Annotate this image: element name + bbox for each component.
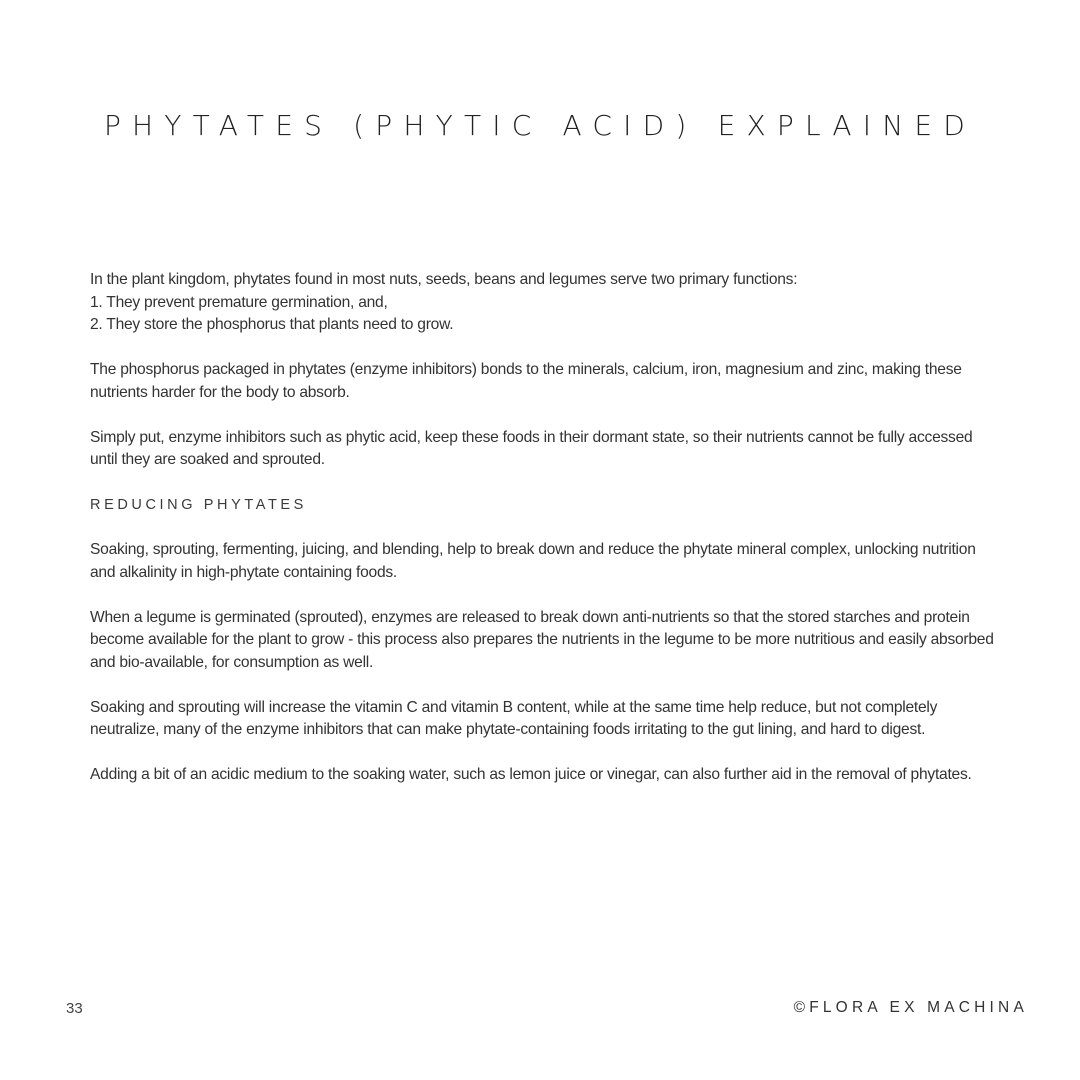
page-title: PHYTATES (PHYTIC ACID) EXPLAINED xyxy=(103,109,977,142)
intro-list-item-1: 1. They prevent premature germination, and, xyxy=(90,293,388,311)
page-number: 33 xyxy=(66,1000,83,1017)
intro-line: In the plant kingdom, phytates found in most nuts, seeds, beans and legumes serve two primary functions: xyxy=(90,271,798,288)
document-body xyxy=(90,269,1000,809)
section-heading: REDUCING PHYTATES xyxy=(90,497,307,513)
intro-paragraph xyxy=(90,269,1000,337)
body-paragraph: When a legume is germinated (sprouted), enzymes are released to break down anti-nutrients so that the stored starches and protein become available for the plant to grow - this process also prepares the nutrients in the legume to be more nutritious and easily absorbed and bio-available, for consumption as well. xyxy=(90,608,994,671)
copyright-notice: ©FLORA EX MACHINA xyxy=(793,999,1028,1016)
body-paragraph: Simply put, enzyme inhibitors such as phytic acid, keep these foods in their dormant state, so their nutrients cannot be fully accessed until they are soaked and sprouted. xyxy=(90,428,973,468)
body-paragraph: Adding a bit of an acidic medium to the soaking water, such as lemon juice or vinegar, can also further aid in the removal of phytates. xyxy=(90,766,972,783)
body-paragraph: Soaking, sprouting, fermenting, juicing, and blending, help to break down and reduce the phytate mineral complex, unlocking nutrition and alkalinity in high-phytate containing foods. xyxy=(90,541,976,581)
body-paragraph: The phosphorus packaged in phytates (enzyme inhibitors) bonds to the minerals, calcium, iron, magnesium and zinc, making these nutrients harder for the body to absorb. xyxy=(90,361,962,401)
intro-list-item-2: 2. They store the phosphorus that plants need to grow. xyxy=(90,316,454,333)
body-paragraph: Soaking and sprouting will increase the vitamin C and vitamin B content, while at the same time help reduce, but not completely neutralize, many of the enzyme inhibitors that can make phytate-containing foods irritating to the gut lining, and hard to digest. xyxy=(90,698,938,738)
